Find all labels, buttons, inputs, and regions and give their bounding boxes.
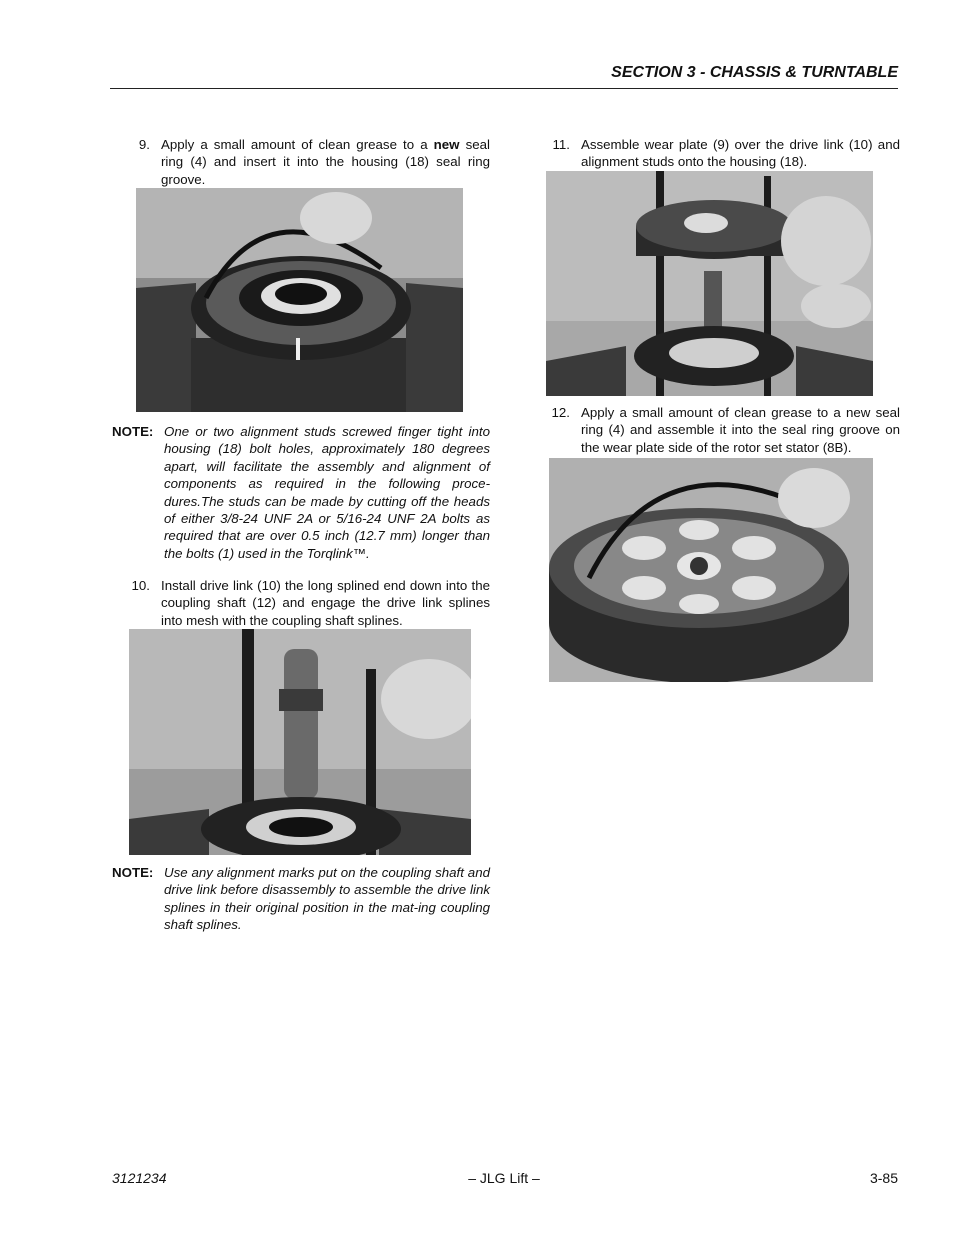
step-9 — [110, 136, 490, 188]
photo-seal-ring-housing — [136, 188, 463, 412]
step-12 — [530, 404, 900, 456]
note-text: One or two alignment studs screwed finger tight into housing (18) bolt holes, approximately 180 degrees apart, will facilitate the assembly and alignment of components as required in the following proce-dures.The studs can be made by cutting off the heads of either 3/8-24 UNF 2A or 5/16-24 UNF 2A bolts as required that are over 0.5 inch (12.7 mm) longer than the bolts (1) used in the Torqlink™. — [164, 424, 490, 561]
note-label: NOTE: — [112, 865, 154, 880]
photo-drive-link-install — [129, 629, 471, 855]
step-text: Apply a small amount of clean grease to a new seal ring (4) and assemble it into the seal ring groove on the wear plate side of the rotor set stator (8B). — [581, 405, 900, 455]
footer-page-number: 3-85 — [869, 1170, 898, 1186]
photo-wear-plate-assembly — [546, 171, 873, 396]
step-11 — [530, 136, 900, 171]
step-text: Install drive link (10) the long splined end down into the coupling shaft (12) and engage the drive link splines into mesh with the coupling shaft splines. — [161, 578, 490, 628]
note-text: Use any alignment marks put on the coupling shaft and drive link before disassembly to assemble the drive link splines in their original position in the mat-ing coupling shaft splines. — [164, 865, 490, 933]
photo-rotor-set-stator-seal — [549, 458, 873, 682]
step-10 — [110, 577, 490, 629]
emphasis-new: new — [433, 137, 460, 152]
left-column — [110, 136, 490, 188]
step-number: 12. — [551, 405, 570, 420]
step-text: Assemble wear plate (9) over the drive link (10) and alignment studs onto the housing (18). — [581, 137, 900, 170]
note-alignment-studs — [110, 423, 490, 562]
footer-doc-number: 3121234 — [112, 1170, 167, 1186]
step-text: Apply a small amount of clean grease to a new seal ring (4) and insert it into the housing (18) seal ring groove. — [161, 137, 490, 187]
step-number: 11. — [552, 137, 570, 152]
note-label: NOTE: — [112, 424, 154, 439]
section-header: SECTION 3 - CHASSIS & TURNTABLE — [611, 64, 898, 81]
step-number: 9. — [138, 137, 150, 152]
step-number: 10. — [131, 578, 150, 593]
header-rule — [110, 88, 898, 89]
footer-publisher: – JLG Lift – — [468, 1170, 540, 1186]
note-alignment-marks — [110, 864, 490, 934]
